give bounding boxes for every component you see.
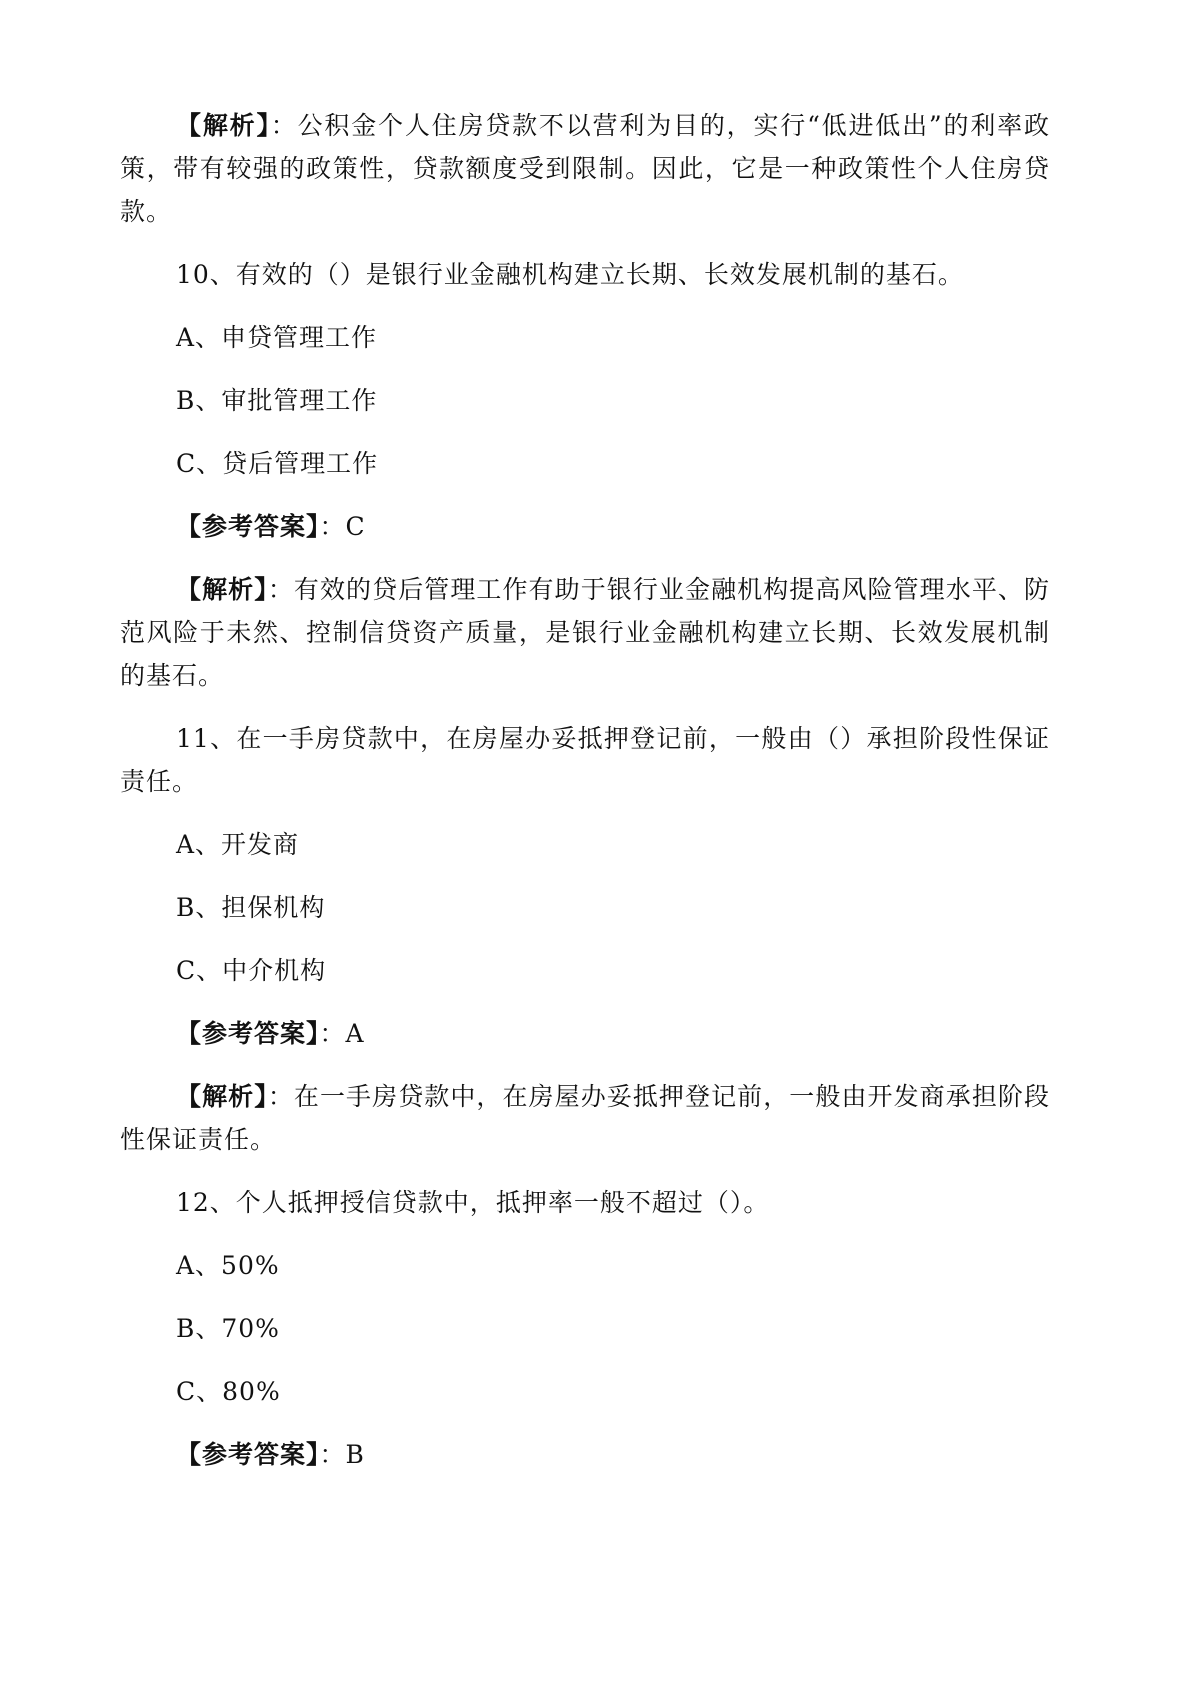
answer-paragraph [120,1012,1050,1055]
answer-value: B [345,1440,365,1469]
answer-label: 【参考答案】 [176,512,320,541]
option-b: B、担保机构 [176,893,326,922]
analysis-paragraph [120,1075,1050,1161]
option-b: B、70% [176,1314,280,1343]
answer-label: 【参考答案】 [176,1440,320,1469]
question-10: 10、有效的（）是银行业金融机构建立长期、长效发展机制的基石。 [176,260,964,289]
question-11: 11、在一手房贷款中，在房屋办妥抵押登记前，一般由（）承担阶段性保证责任。 [120,724,1050,796]
answer-value: C [345,512,366,541]
option-c: C、80% [176,1377,281,1406]
analysis-paragraph [120,568,1050,697]
answer-paragraph [120,505,1050,548]
analysis-paragraph [120,104,1050,233]
option-a: A、申贷管理工作 [176,323,378,352]
answer-value: A [345,1019,365,1048]
analysis-label: 【解析】 [176,575,268,604]
answer-label: 【参考答案】 [176,1019,320,1048]
analysis-text: 公积金个人住房贷款不以营利为目的，实行“低进低出”的利率政策，带有较强的政策性，贷款额度受到限制。因此，它是一种政策性个人住房贷款。 [120,111,1050,226]
analysis-label: 【解析】 [176,111,271,140]
separator: ： [267,575,294,604]
separator: ： [319,1440,346,1469]
answer-paragraph [120,1433,1050,1476]
question-12: 12、个人抵押授信贷款中，抵押率一般不超过（）。 [176,1188,770,1217]
document-page [120,104,1050,1476]
analysis-label: 【解析】 [176,1082,268,1111]
option-a: A、开发商 [176,830,300,859]
separator: ： [270,111,298,140]
option-b: B、审批管理工作 [176,386,378,415]
separator: ： [319,512,346,541]
option-c: C、贷后管理工作 [176,449,379,478]
option-c: C、中介机构 [176,956,327,985]
option-a: A、50% [176,1251,280,1280]
analysis-text: 有效的贷后管理工作有助于银行业金融机构提高风险管理水平、防范风险于未然、控制信贷资产质量，是银行业金融机构建立长期、长效发展机制的基石。 [120,575,1050,690]
separator: ： [319,1019,346,1048]
separator: ： [267,1082,294,1111]
analysis-text: 在一手房贷款中，在房屋办妥抵押登记前，一般由开发商承担阶段性保证责任。 [120,1082,1050,1154]
